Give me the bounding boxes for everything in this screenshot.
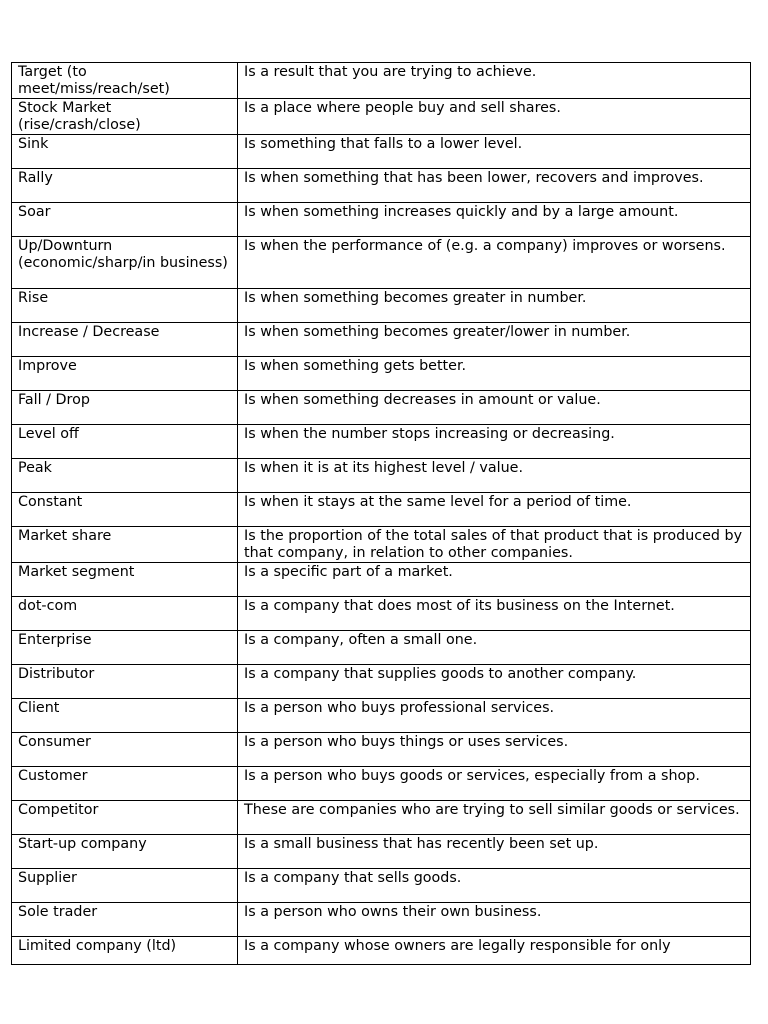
definition-cell: Is a result that you are trying to achieve.	[238, 63, 751, 99]
definition-cell: Is a company whose owners are legally responsible for only	[238, 937, 751, 965]
table-row	[12, 801, 751, 835]
term-cell: Constant	[12, 493, 238, 527]
table-row	[12, 937, 751, 965]
term-cell: Market segment	[12, 563, 238, 597]
table-row	[12, 459, 751, 493]
definition-cell: Is when the performance of (e.g. a company) improves or worsens.	[238, 237, 751, 289]
term-cell: dot-com	[12, 597, 238, 631]
table-row	[12, 699, 751, 733]
definition-cell: Is when something decreases in amount or value.	[238, 391, 751, 425]
table-row	[12, 563, 751, 597]
term-cell: Stock Market (rise/crash/close)	[12, 99, 238, 135]
term-cell: Sole trader	[12, 903, 238, 937]
term-cell: Increase / Decrease	[12, 323, 238, 357]
table-row	[12, 733, 751, 767]
term-cell: Market share	[12, 527, 238, 563]
term-cell: Sink	[12, 135, 238, 169]
term-cell: Rally	[12, 169, 238, 203]
term-cell: Improve	[12, 357, 238, 391]
table-row	[12, 289, 751, 323]
definition-cell: Is a small business that has recently been set up.	[238, 835, 751, 869]
definition-cell: Is when something that has been lower, recovers and improves.	[238, 169, 751, 203]
definition-cell: Is a company that sells goods.	[238, 869, 751, 903]
term-cell: Customer	[12, 767, 238, 801]
term-cell: Client	[12, 699, 238, 733]
definition-cell: Is when something becomes greater/lower in number.	[238, 323, 751, 357]
term-cell: Consumer	[12, 733, 238, 767]
term-cell: Start-up company	[12, 835, 238, 869]
table-row	[12, 425, 751, 459]
table-row	[12, 135, 751, 169]
table-row	[12, 527, 751, 563]
table-row	[12, 597, 751, 631]
table-row	[12, 493, 751, 527]
definition-cell: Is the proportion of the total sales of that product that is produced by that company, in relation to other companies.	[238, 527, 751, 563]
definition-cell: Is a person who buys goods or services, especially from a shop.	[238, 767, 751, 801]
term-cell: Target (to meet/miss/reach/set)	[12, 63, 238, 99]
table-row	[12, 869, 751, 903]
definition-cell: Is when it is at its highest level / value.	[238, 459, 751, 493]
table-row	[12, 631, 751, 665]
definition-cell: Is a company that does most of its business on the Internet.	[238, 597, 751, 631]
table-row	[12, 99, 751, 135]
definition-cell: Is when something gets better.	[238, 357, 751, 391]
term-cell: Soar	[12, 203, 238, 237]
table-row	[12, 237, 751, 289]
term-cell: Fall / Drop	[12, 391, 238, 425]
table-row	[12, 903, 751, 937]
definition-cell: Is something that falls to a lower level.	[238, 135, 751, 169]
definition-cell: Is when something increases quickly and by a large amount.	[238, 203, 751, 237]
glossary-body	[12, 63, 751, 965]
table-row	[12, 323, 751, 357]
definition-cell: Is a person who buys professional services.	[238, 699, 751, 733]
term-cell: Supplier	[12, 869, 238, 903]
term-cell: Limited company (ltd)	[12, 937, 238, 965]
table-row	[12, 357, 751, 391]
term-cell: Peak	[12, 459, 238, 493]
term-cell: Level off	[12, 425, 238, 459]
table-row	[12, 835, 751, 869]
table-row	[12, 665, 751, 699]
definition-cell: Is a specific part of a market.	[238, 563, 751, 597]
term-cell: Up/Downturn (economic/sharp/in business)	[12, 237, 238, 289]
definition-cell: Is when the number stops increasing or decreasing.	[238, 425, 751, 459]
definition-cell: Is a person who buys things or uses services.	[238, 733, 751, 767]
definition-cell: Is when it stays at the same level for a period of time.	[238, 493, 751, 527]
definition-cell: Is a person who owns their own business.	[238, 903, 751, 937]
definition-cell: Is a company, often a small one.	[238, 631, 751, 665]
term-cell: Competitor	[12, 801, 238, 835]
glossary-table	[11, 62, 751, 965]
term-cell: Rise	[12, 289, 238, 323]
table-row	[12, 203, 751, 237]
table-row	[12, 391, 751, 425]
definition-cell: Is a company that supplies goods to another company.	[238, 665, 751, 699]
definition-cell: Is a place where people buy and sell shares.	[238, 99, 751, 135]
term-cell: Enterprise	[12, 631, 238, 665]
definition-cell: Is when something becomes greater in number.	[238, 289, 751, 323]
definition-cell: These are companies who are trying to sell similar goods or services.	[238, 801, 751, 835]
table-row	[12, 767, 751, 801]
table-row	[12, 63, 751, 99]
term-cell: Distributor	[12, 665, 238, 699]
table-row	[12, 169, 751, 203]
